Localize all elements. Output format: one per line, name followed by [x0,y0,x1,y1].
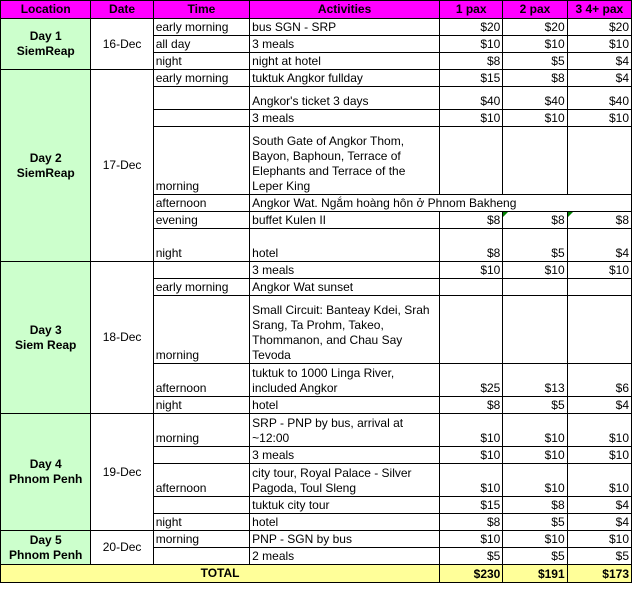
price-1-pax-cell[interactable]: $10 [440,110,503,127]
time-cell[interactable] [153,497,249,514]
time-cell[interactable]: night [153,514,249,531]
price-1-pax-cell[interactable]: $10 [440,262,503,279]
time-cell[interactable]: early morning [153,19,249,36]
time-cell[interactable] [153,262,249,279]
time-cell[interactable]: early morning [153,279,249,296]
total-3-4-pax[interactable]: $173 [567,565,631,583]
price-3-4-pax-cell[interactable] [567,279,631,296]
activity-cell[interactable]: 2 meals [250,548,440,565]
time-cell[interactable]: morning [153,414,249,447]
date-cell[interactable]: 19-Dec [91,414,153,531]
activity-cell[interactable]: Angkor Wat. Ngắm hoàng hôn ở Phnom Bakheng [250,195,632,212]
activity-cell[interactable]: PNP - SGN by bus [250,531,440,548]
date-cell[interactable]: 20-Dec [91,531,153,565]
activity-cell[interactable]: hotel [250,229,440,262]
activity-cell[interactable]: hotel [250,514,440,531]
date-cell[interactable]: 18-Dec [91,262,153,414]
price-1-pax-cell[interactable]: $8 [440,397,503,414]
activity-cell[interactable]: buffet Kulen II [250,212,440,229]
location-day: Day 3 [29,322,62,337]
time-cell[interactable]: morning [153,531,249,548]
price-2-pax-cell[interactable]: $8 [503,497,567,514]
price-1-pax-cell[interactable]: $15 [440,497,503,514]
price-2-pax-cell[interactable]: $5 [503,397,567,414]
price-2-pax-cell[interactable]: $10 [503,447,567,464]
price-2-pax-cell[interactable]: $10 [503,414,567,447]
activity-cell[interactable]: bus SGN - SRP [250,19,440,36]
total-row [1,565,632,583]
time-cell[interactable] [153,87,249,110]
price-2-pax-cell[interactable]: $10 [503,36,567,53]
location-cell[interactable] [1,70,91,262]
header-location[interactable]: Location [1,1,91,19]
header-3-4-pax[interactable]: 3 4+ pax [567,1,631,19]
price-3-4-pax-cell[interactable]: $20 [567,19,631,36]
header-1-pax[interactable]: 1 pax [440,1,503,19]
price-2-pax-cell[interactable]: $5 [503,514,567,531]
time-cell[interactable]: afternoon [153,195,249,212]
price-2-pax-cell[interactable]: $10 [503,464,567,497]
table-row [1,414,632,447]
price-3-4-pax-cell[interactable] [567,127,631,195]
price-3-4-pax-cell[interactable]: $6 [567,364,631,397]
price-1-pax-cell[interactable]: $8 [440,229,503,262]
activity-cell[interactable]: Angkor Wat sunset [250,279,440,296]
price-2-pax-cell[interactable] [503,296,567,364]
price-1-pax-cell[interactable] [440,127,503,195]
price-2-pax-cell[interactable]: $5 [503,53,567,70]
time-cell[interactable]: morning [153,127,249,195]
price-3-4-pax-cell[interactable]: $10 [567,531,631,548]
total-2-pax[interactable]: $191 [503,565,567,583]
price-1-pax-cell[interactable]: $10 [440,36,503,53]
location-cell[interactable] [1,414,91,531]
activity-cell[interactable]: 3 meals [250,110,440,127]
activity-cell[interactable]: 3 meals [250,447,440,464]
price-1-pax-cell[interactable]: $25 [440,364,503,397]
time-cell[interactable]: morning [153,296,249,364]
location-cell[interactable] [1,19,91,70]
price-2-pax-cell[interactable]: $8 [503,212,567,229]
price-1-pax-cell[interactable]: $5 [440,548,503,565]
time-cell[interactable]: early morning [153,70,249,87]
location-day: Day 5 [29,532,62,547]
time-cell[interactable]: afternoon [153,364,249,397]
price-3-4-pax-cell[interactable]: $5 [567,548,631,565]
table-row [1,70,632,87]
activity-cell[interactable]: tuktuk city tour [250,497,440,514]
price-2-pax-cell[interactable] [503,127,567,195]
price-3-4-pax-cell[interactable]: $40 [567,87,631,110]
time-cell[interactable]: night [153,53,249,70]
time-cell[interactable]: afternoon [153,464,249,497]
location-city: Phnom Penh [9,547,83,562]
header-date[interactable]: Date [91,1,153,19]
location-city: Phnom Penh [9,472,83,486]
price-1-pax-cell[interactable]: $40 [440,87,503,110]
date-cell[interactable]: 16-Dec [91,19,153,70]
location-city: Siem Reap [15,337,77,352]
price-1-pax-cell[interactable]: $10 [440,464,503,497]
activity-cell[interactable]: tuktuk to 1000 Linga River, included Angkor [250,364,440,397]
activity-cell[interactable]: Angkor's ticket 3 days [250,87,440,110]
price-2-pax-cell[interactable]: $5 [503,548,567,565]
activity-cell[interactable]: 3 meals [250,262,440,279]
time-cell[interactable]: evening [153,212,249,229]
price-2-pax-cell[interactable]: $13 [503,364,567,397]
location-day: Day 2 [29,150,62,165]
activity-cell[interactable]: South Gate of Angkor Thom, Bayon, Baphoun, Terrace of Elephants and Terrace of the Leper King [250,127,440,195]
price-2-pax-cell[interactable]: $10 [503,531,567,548]
price-3-4-pax-cell[interactable]: $10 [567,262,631,279]
header-2-pax[interactable]: 2 pax [503,1,567,19]
time-cell[interactable]: night [153,229,249,262]
activity-cell[interactable]: night at hotel [250,53,440,70]
price-3-4-pax-cell[interactable]: $4 [567,514,631,531]
price-1-pax-cell[interactable]: $8 [440,514,503,531]
header-time[interactable]: Time [153,1,249,19]
time-cell[interactable] [153,447,249,464]
price-1-pax-cell[interactable] [440,279,503,296]
location-day: Day 1 [29,29,62,43]
activity-cell[interactable]: tuktuk Angkor fullday [250,70,440,87]
price-1-pax-cell[interactable]: $8 [440,53,503,70]
location-city: SiemReap [16,165,75,180]
price-3-4-pax-cell[interactable]: $4 [567,53,631,70]
time-cell[interactable]: night [153,397,249,414]
price-2-pax-cell[interactable]: $10 [503,262,567,279]
price-1-pax-cell[interactable]: $10 [440,447,503,464]
activity-cell[interactable]: city tour, Royal Palace - Silver Pagoda, Toul Sleng [250,464,440,497]
activity-cell[interactable]: Small Circuit: Banteay Kdei, Srah Srang, Ta Prohm, Takeo, Thommanon, and Chau Say Tevoda [250,296,440,364]
price-1-pax-cell[interactable] [440,296,503,364]
price-1-pax-cell[interactable]: $8 [440,212,503,229]
price-1-pax-cell[interactable]: $20 [440,19,503,36]
location-cell[interactable] [1,531,91,565]
time-cell[interactable] [153,548,249,565]
price-3-4-pax-cell[interactable]: $10 [567,110,631,127]
price-3-4-pax-cell[interactable]: $4 [567,229,631,262]
price-2-pax-cell[interactable] [503,279,567,296]
activity-cell[interactable]: 3 meals [250,36,440,53]
price-3-4-pax-cell[interactable]: $4 [567,497,631,514]
total-1-pax[interactable]: $230 [440,565,503,583]
price-3-4-pax-cell[interactable]: $10 [567,414,631,447]
table-row [1,531,632,548]
total-label[interactable]: TOTAL [1,565,440,583]
price-1-pax-cell[interactable]: $10 [440,414,503,447]
date-cell[interactable]: 17-Dec [91,70,153,262]
activity-cell[interactable]: hotel [250,397,440,414]
price-3-4-pax-cell[interactable]: $4 [567,70,631,87]
time-cell[interactable]: all day [153,36,249,53]
header-row [1,1,632,19]
price-1-pax-cell[interactable]: $15 [440,70,503,87]
price-2-pax-cell[interactable]: $20 [503,19,567,36]
time-cell[interactable] [153,110,249,127]
location-day: Day 4 [29,457,62,471]
price-3-4-pax-cell[interactable]: $4 [567,397,631,414]
price-3-4-pax-cell[interactable]: $8 [567,212,631,229]
price-3-4-pax-cell[interactable]: $10 [567,447,631,464]
price-3-4-pax-cell[interactable]: $10 [567,464,631,497]
price-2-pax-cell[interactable]: $8 [503,70,567,87]
price-1-pax-cell[interactable]: $10 [440,531,503,548]
price-2-pax-cell[interactable]: $10 [503,110,567,127]
table-row [1,19,632,36]
location-cell[interactable] [1,262,91,414]
header-activities[interactable]: Activities [250,1,440,19]
price-2-pax-cell[interactable]: $5 [503,229,567,262]
activity-cell[interactable]: SRP - PNP by bus, arrival at ~12:00 [250,414,440,447]
price-3-4-pax-cell[interactable]: $10 [567,36,631,53]
table-row [1,262,632,279]
price-3-4-pax-cell[interactable] [567,296,631,364]
location-city: SiemReap [16,44,75,58]
price-2-pax-cell[interactable]: $40 [503,87,567,110]
